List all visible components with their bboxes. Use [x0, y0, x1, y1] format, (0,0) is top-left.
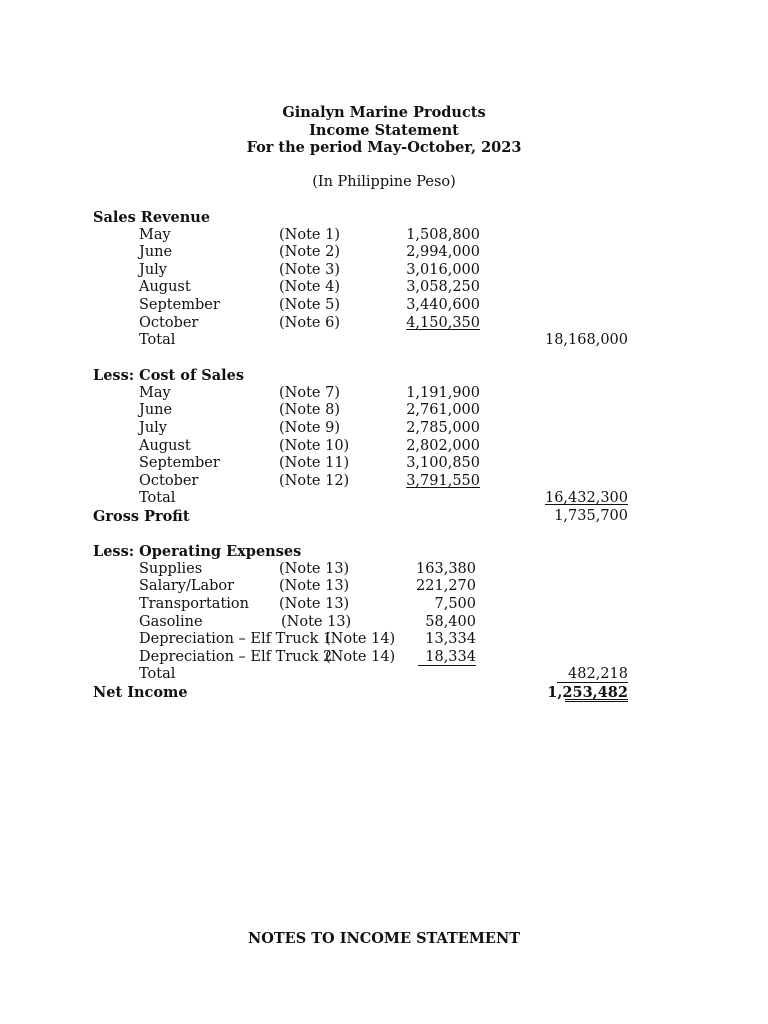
sales-row-amount: 2,994,000 [406, 244, 480, 260]
opex-row-note: (Note 13) [279, 561, 350, 577]
opex-row-note: (Note 14) [325, 631, 396, 647]
net-income-rule-1 [565, 699, 628, 700]
cos-row-amount: 3,100,850 [406, 455, 480, 471]
opex-row-label: Transportation [139, 596, 249, 612]
sales-row-note: (Note 6) [279, 315, 340, 331]
cos-row-label: June [139, 402, 173, 418]
sales-row-note: (Note 2) [279, 244, 340, 260]
cos-row-label: May [139, 385, 171, 401]
opex-row-note: (Note 13) [281, 614, 352, 630]
sales-row-label: July [139, 262, 167, 278]
net-income-amount: 1,253,482 [547, 684, 628, 701]
opex-row-label: Gasoline [139, 614, 203, 630]
net-income-label: Net Income [93, 684, 188, 701]
opex-row-label: Depreciation – Elf Truck 2 [139, 649, 333, 665]
statement-title: Income Statement [309, 122, 459, 139]
sales-row-amount: 3,058,250 [406, 279, 480, 295]
cos-row-amount: 2,802,000 [406, 438, 480, 454]
sales-row-label: August [139, 279, 191, 295]
sales-row-note: (Note 1) [279, 227, 340, 243]
sales-row-label: June [139, 244, 173, 260]
sales-row-amount: 4,150,350 [406, 315, 480, 331]
gross-profit-label: Gross Profit [93, 508, 190, 525]
cos-row-note: (Note 7) [279, 385, 340, 401]
cos-total-amount: 16,432,300 [544, 490, 628, 506]
opex-total-amount: 482,218 [568, 666, 628, 682]
sales-row-amount: 1,508,800 [406, 227, 480, 243]
sales-total-label: Total [139, 332, 176, 348]
currency-note: (In Philippine Peso) [312, 174, 456, 190]
sales-row-note: (Note 4) [279, 279, 340, 295]
cos-row-label: July [139, 420, 167, 436]
opex-row-amount: 7,500 [434, 596, 476, 612]
gross-profit-amount: 1,735,700 [554, 508, 628, 524]
cos-row-amount: 3,791,550 [406, 473, 480, 489]
sales-row-amount: 3,016,000 [406, 262, 480, 278]
sales-row-label: May [139, 227, 171, 243]
cos-row-amount: 1,191,900 [406, 385, 480, 401]
cos-row-note: (Note 11) [279, 455, 350, 471]
opex-row-amount: 58,400 [425, 614, 476, 630]
sales-total-amount: 18,168,000 [544, 332, 628, 348]
opex-row-amount: 163,380 [416, 561, 476, 577]
sales-row-note: (Note 3) [279, 262, 340, 278]
cos-total-label: Total [139, 490, 176, 506]
cos-row-amount: 2,761,000 [406, 402, 480, 418]
opex-row-amount: 221,270 [416, 578, 476, 594]
company-name: Ginalyn Marine Products [282, 104, 486, 121]
operating-expenses-heading: Less: Operating Expenses [93, 543, 302, 560]
opex-row-note: (Note 14) [325, 649, 396, 665]
sales-row-label: September [139, 297, 220, 313]
opex-total-label: Total [139, 666, 176, 682]
cos-row-note: (Note 8) [279, 402, 340, 418]
opex-row-label: Depreciation – Elf Truck 1 [139, 631, 333, 647]
sales-row-note: (Note 5) [279, 297, 340, 313]
sales-row-amount: 3,440,600 [406, 297, 480, 313]
notes-heading: NOTES TO INCOME STATEMENT [248, 930, 520, 947]
sales-row-label: October [139, 315, 199, 331]
cos-row-note: (Note 9) [279, 420, 340, 436]
cos-row-label: September [139, 455, 220, 471]
opex-row-label: Salary/Labor [139, 578, 235, 594]
cost-of-sales-heading: Less: Cost of Sales [93, 367, 244, 384]
opex-row-note: (Note 13) [279, 596, 350, 612]
opex-subtotal-rule [418, 665, 476, 666]
opex-row-label: Supplies [139, 561, 203, 577]
net-income-rule-2 [565, 701, 628, 702]
cos-row-label: August [139, 438, 191, 454]
statement-period: For the period May-October, 2023 [246, 139, 522, 156]
opex-total-rule [557, 682, 628, 683]
sales-revenue-heading: Sales Revenue [93, 209, 211, 226]
cos-row-note: (Note 10) [279, 438, 350, 454]
cos-row-label: October [139, 473, 199, 489]
opex-row-amount: 13,334 [425, 631, 476, 647]
cos-row-amount: 2,785,000 [406, 420, 480, 436]
opex-row-note: (Note 13) [279, 578, 350, 594]
cos-row-note: (Note 12) [279, 473, 350, 489]
opex-row-amount: 18,334 [425, 649, 476, 665]
